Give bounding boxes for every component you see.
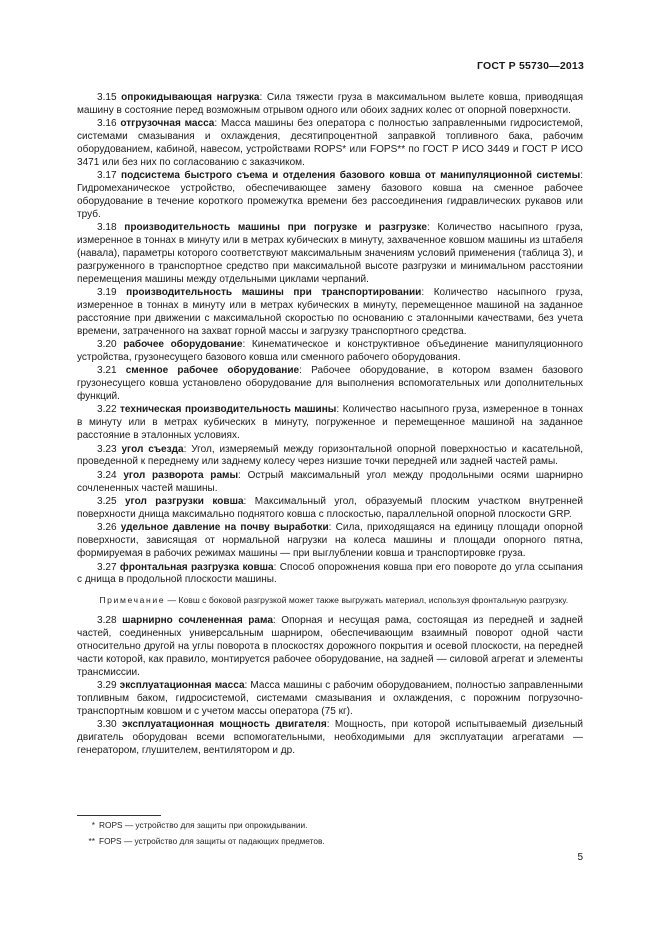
definition-number: 3.18 [97,222,117,234]
standard-header: ГОСТ Р 55730—2013 [476,60,584,72]
footnote-mark: ** [88,836,95,846]
definition-text: : Кинематическое и конструктивное объединение манипуляционного устройства, грузонесущего базового ковша или сменного рабочего оборудования. [77,339,583,363]
definition-term: угол разворота рамы [123,469,239,481]
definition-paragraph [77,444,583,470]
definition-paragraph [77,470,583,496]
footnote-text: FOPS — устройство для защиты от падающих предметов. [99,836,325,846]
definition-paragraph [77,92,583,118]
definition-number: 3.19 [97,287,117,299]
definition-paragraph [77,404,583,443]
definition-paragraph [77,222,583,286]
note-text: — Ковш с боковой разгрузкой может также выгружать материал, используя фронтальную разгрузку. [165,595,569,606]
definition-term: подсистема быстрого съема и отделения базового ковша от манипуляционной системы [121,170,581,182]
definition-number: 3.20 [97,339,117,350]
definition-paragraph [77,562,583,588]
definition-term: угол съезда [121,443,184,455]
note [77,595,583,606]
definition-text: : Масса машины с рабочим оборудованием, полностью заправленными топливным баком, гидросистемой, системами смазывания и охлаждения, с порожним погрузочно-транспортным ковшом и с учетом массы оператора (75 кг). [77,680,583,717]
definition-text: : Угол, измеряемый между горизонтальной опорной поверхностью и касательной, проведенной к переднему или заднему колесу через низшие точки передней или задней частей рамы. [77,443,583,468]
definition-number: 3.29 [97,680,117,691]
definition-text: : Масса машины без оператора с полностью заправленными гидросистемой, системами смазывания и охлаждения, десятипроцентной заправкой топливного бака, рабочим оборудованием, кабиной, навесом, устройствами ROPS* или FOPS** по ГОСТ Р ИСО 3449 и ГОСТ Р ИСО 3471 или без них по согласованию с заказчиком. [77,118,584,168]
definitions-group-2 [77,615,583,757]
definition-paragraph [77,170,583,221]
definition-text: : Опорная и несущая рама, состоящая из передней и задней частей, соединенных универсальным шарниром, обеспечивающим взаимный поворот одной части относительно другой на углы поворота в плоскостях дорожного покрытия и осевой плоскости, на передней части которой, как правило, монтируется рабочее оборудование, на задней — силовой агрегат и элементы трансмиссии. [77,615,583,678]
definition-paragraph [77,719,583,758]
definition-paragraph [77,522,583,561]
definition-term: рабочее оборудование [123,339,243,350]
definition-number: 3.15 [97,92,117,103]
definition-text: : Количество насыпного груза, измеренное в тоннах в минуту или в метрах кубических в минуту, перемещенное машиной на заданное расстояние при движении с максимальной скоростью по основанию с эталонными качествами, без учета времени, затраченного на захват горной массы и загрузку транспортного средства. [77,287,583,337]
definition-number: 3.24 [97,469,117,481]
definition-paragraph [77,118,583,169]
definition-term: отгрузочная масса [120,118,215,130]
footnote-mark: * [91,820,95,830]
definition-number: 3.27 [97,561,117,573]
footnote-2 [77,836,325,846]
footnote-text: ROPS — устройство для защиты при опрокидывании. [99,820,308,830]
definition-text: : Гидромеханическое устройство, обеспечивающее замену базового ковша на сменное рабочее оборудование в течение короткого промежутка времени без рассоединения гидравлических рукавов или труб. [77,170,583,220]
note-label: Примечание [99,595,166,606]
definition-paragraph [77,680,583,719]
definition-number: 3.30 [97,719,117,731]
definition-number: 3.16 [97,118,117,130]
definition-term: фронтальная разгрузка ковша [119,561,274,573]
definition-paragraph [77,287,583,338]
definitions-group-1 [77,92,583,587]
definition-text: : Количество насыпного груза, измеренное в тоннах в минуту или в метрах кубических в минуту, погруженное и перемещенное машиной на заданное расстояние в эталонных условиях. [77,404,583,442]
definition-term: эксплуатационная мощность двигателя [121,719,327,731]
definition-term: удельное давление на почву выработки [120,522,329,534]
definition-text: : Способ опорожнения ковша при его повороте до угла ссыпания с днища в продольной плоскости машины. [77,561,583,586]
footnote-1 [77,820,307,830]
definition-term: шарнирно сочлененная рама [122,615,273,627]
definition-text: : Сила, приходящаяся на единицу площади опорной поверхности, зависящая от нормальной нагрузки на колеса машины и площади опорного пятна, формируемая в рабочих режимах машины — при выглублении ковша и транспортировке груза. [77,522,584,560]
definition-number: 3.28 [97,615,117,627]
definition-term: техническая производительность машины [119,404,337,416]
definition-text: : Максимальный угол, образуемый плоским участком внутренней поверхности днища максимально поднятого ковша с плоскостью, параллельной опорной плоскости GRP. [77,496,583,520]
definition-number: 3.21 [97,365,117,377]
document-body [77,92,583,758]
definition-paragraph [77,365,583,404]
definition-number: 3.22 [97,404,117,416]
definition-paragraph [77,339,583,365]
definition-text: : Острый максимальный угол между продольными осями шарнирно сочлененных частей машины. [77,469,583,494]
definition-text: : Мощность, при которой испытываемый дизельный двигатель оборудован всеми вспомогательными, необходимыми для эксплуатации агрегатами — генератором, глушителем, вентилятором и др. [77,719,583,756]
definition-term: эксплуатационная масса [119,680,245,691]
definition-number: 3.25 [97,496,117,508]
definition-paragraph [77,615,583,679]
definition-paragraph [77,496,583,522]
definition-term: производительность машины при транспортировании [126,287,422,299]
footnote-separator [77,815,161,816]
definition-number: 3.23 [97,443,117,455]
definition-term: угол разгрузки ковша [124,496,244,508]
definition-text: : Сила тяжести груза в максимальном вылете ковша, приводящая машину в состояние перед возможным отрывом одного или обоих задних колес от опорной поверхности. [77,92,584,116]
definition-term: сменное рабочее оборудование [125,365,300,377]
definition-term: производительность машины при погрузке и разгрузке [124,222,427,234]
definition-text: : Рабочее оборудование, в котором взамен базового грузонесущего ковша установлено оборудование для выполнения вспомогательных или дополнительных функций. [77,365,583,402]
definition-term: опрокидывающая нагрузка [121,92,260,103]
page-number: 5 [577,852,583,863]
definition-text: : Количество насыпного груза, измеренное в тоннах в минуту или в метрах кубических в минуту, захваченное ковшом машины из штабеля (навала), параметры которого соответствуют максимальным значениям условий применения (таблица 3), и разгруженного в транспортное средство при максимальной высоте разгрузки и минимальном расстоянии перемещения машины между отдельными циклами черпаний. [77,222,583,285]
definition-number: 3.26 [97,522,117,534]
definition-number: 3.17 [97,170,117,182]
